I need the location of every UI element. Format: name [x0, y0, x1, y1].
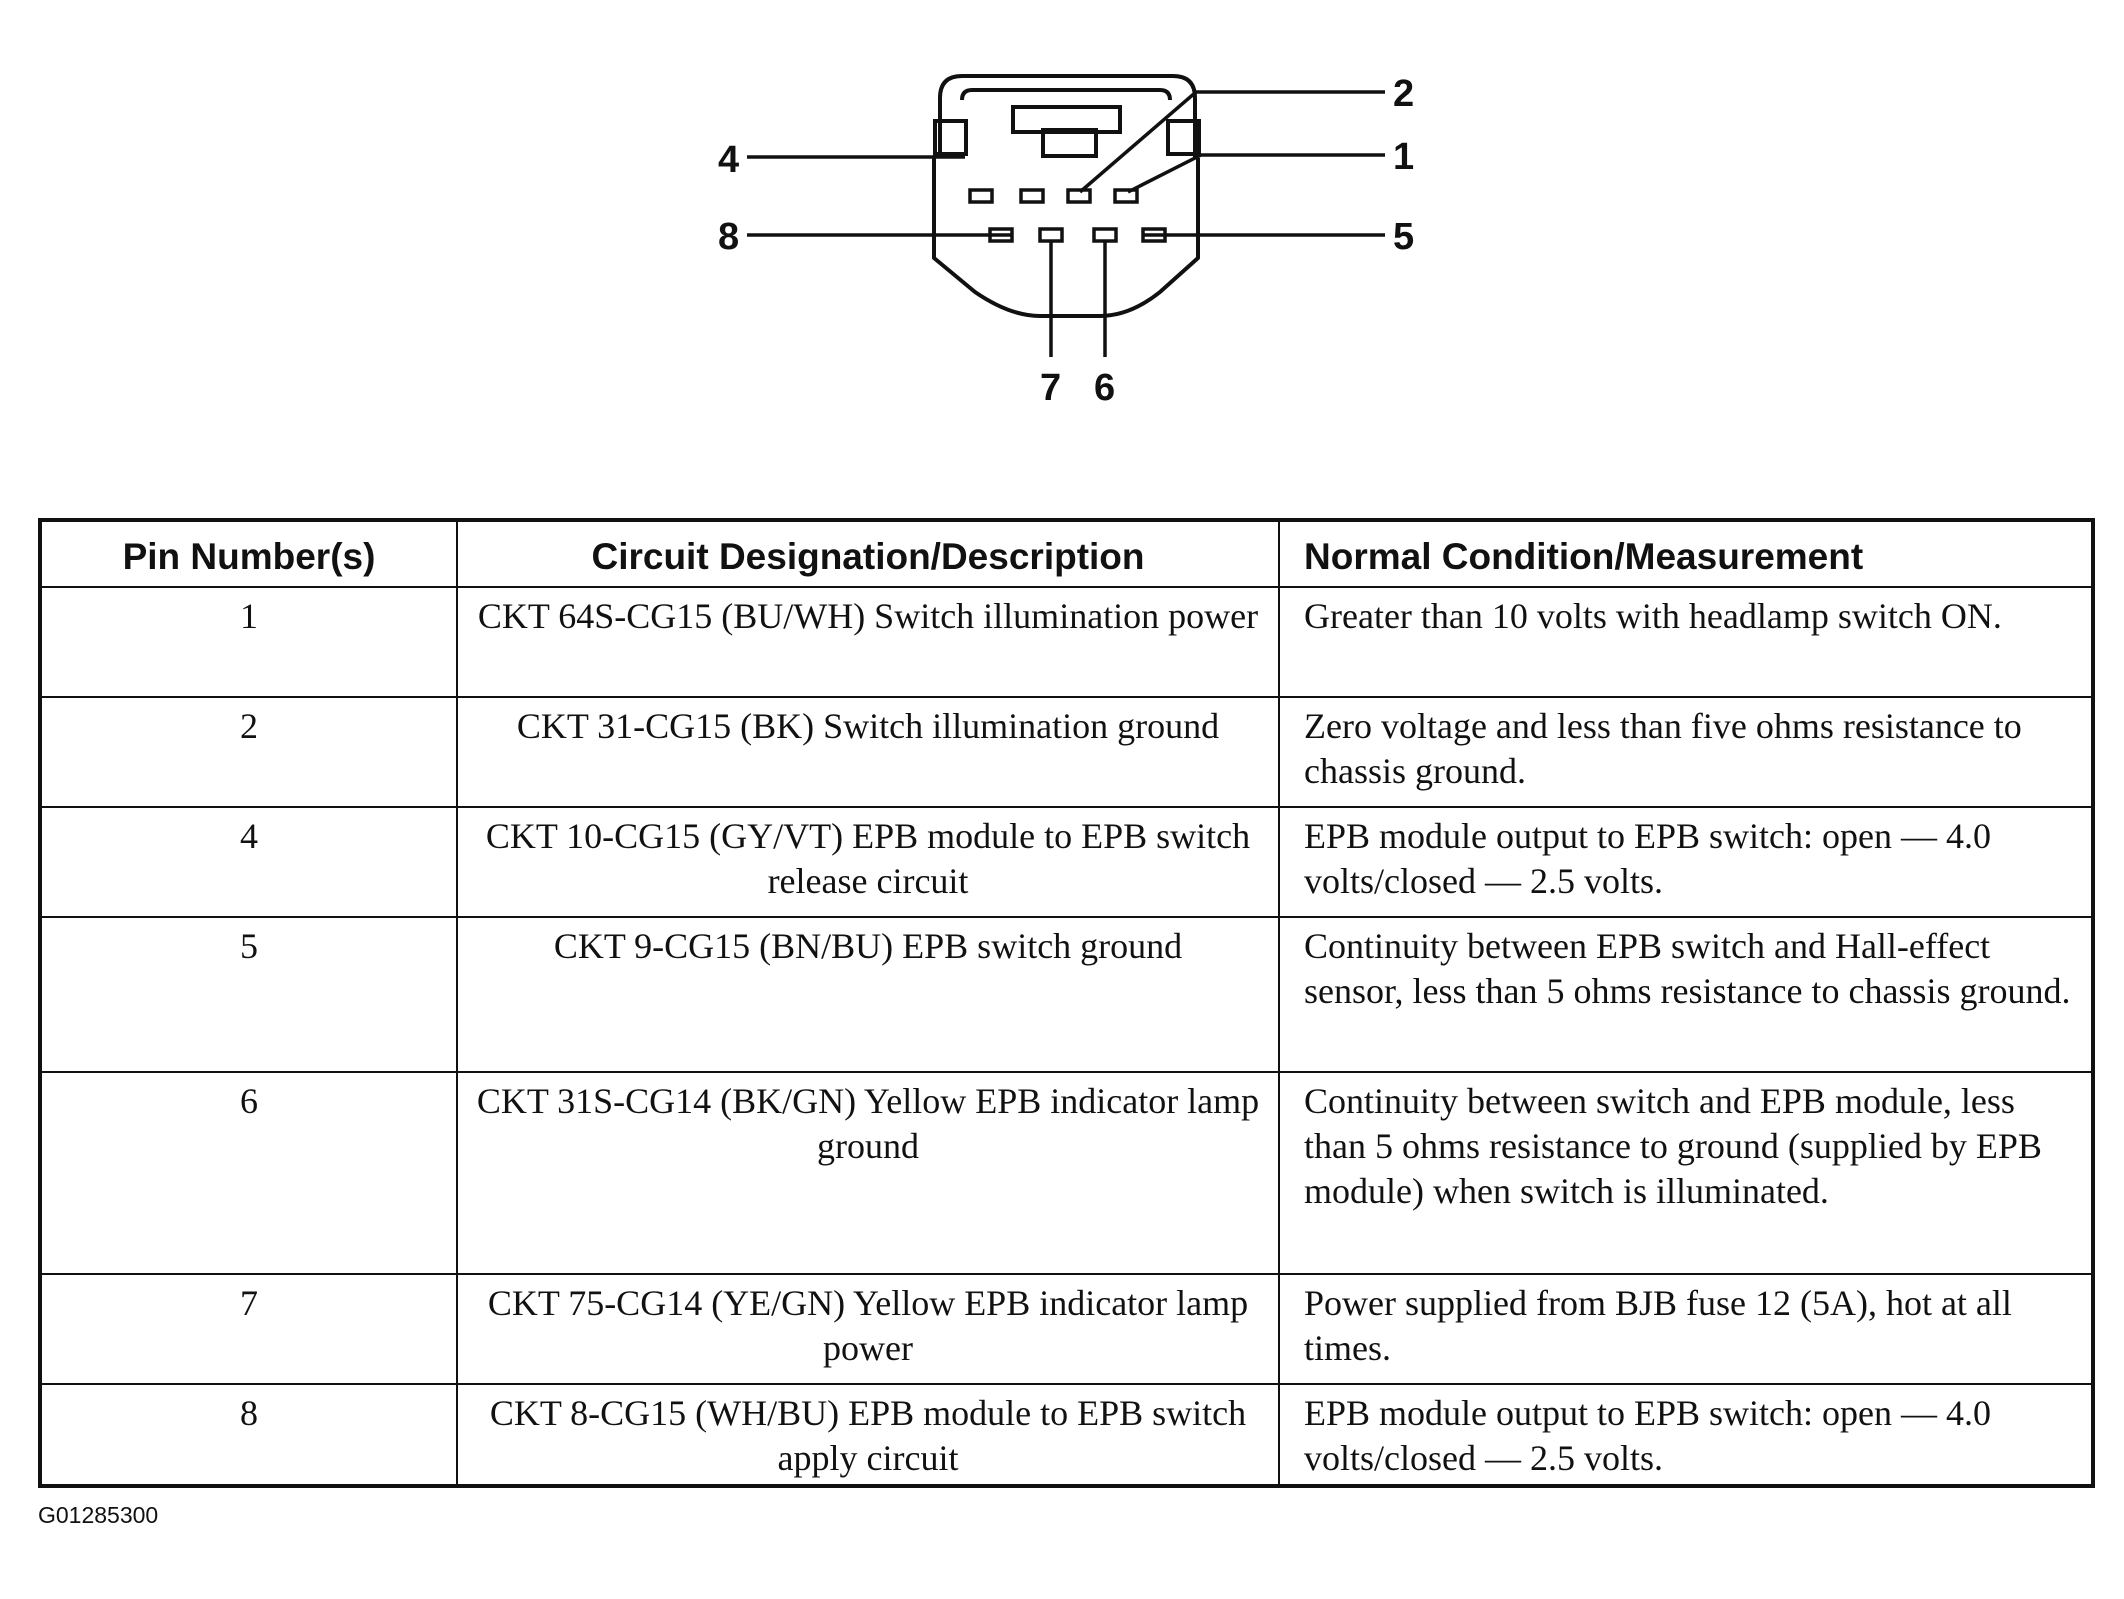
table-row [40, 1072, 2093, 1274]
pin-label-8: 8 [718, 216, 740, 258]
circuit-description-cell: CKT 9-CG15 (BN/BU) EPB switch ground [457, 917, 1279, 1072]
header-pin-numbers: Pin Number(s) [40, 520, 457, 587]
leader-line-1 [1128, 155, 1385, 192]
pin-cavity-4 [970, 190, 992, 202]
pin-cavity-2 [1068, 190, 1090, 202]
pin-number-cell: 7 [40, 1274, 457, 1384]
circuit-description-cell: CKT 64S-CG15 (BU/WH) Switch illumination power [457, 587, 1279, 697]
pin-number-cell: 5 [40, 917, 457, 1072]
table-row [40, 917, 2093, 1072]
normal-condition-cell: Power supplied from BJB fuse 12 (5A), hot at all times. [1279, 1274, 2093, 1384]
pin-cavity-1 [1115, 190, 1137, 202]
pin-number-cell: 1 [40, 587, 457, 697]
pin-label-1: 1 [1393, 136, 1415, 178]
pin-label-2: 2 [1393, 73, 1415, 115]
connector-pinout-diagram [0, 0, 2124, 460]
pin-number-cell: 6 [40, 1072, 457, 1274]
circuit-description-cell: CKT 31-CG15 (BK) Switch illumination ground [457, 697, 1279, 807]
normal-condition-cell: EPB module output to EPB switch: open — 4.0 volts/closed — 2.5 volts. [1279, 807, 2093, 917]
table-header-row [40, 520, 2093, 587]
figure-id: G01285300 [38, 1502, 159, 1528]
circuit-description-cell: CKT 75-CG14 (YE/GN) Yellow EPB indicator lamp power [457, 1274, 1279, 1384]
pin-label-5: 5 [1393, 216, 1415, 258]
header-normal-condition: Normal Condition/Measurement [1279, 520, 2093, 587]
pin-number-cell: 8 [40, 1384, 457, 1486]
pinout-table [38, 518, 2095, 1488]
normal-condition-cell: Greater than 10 volts with headlamp switch ON. [1279, 587, 2093, 697]
normal-condition-cell: Zero voltage and less than five ohms resistance to chassis ground. [1279, 697, 2093, 807]
table-row [40, 587, 2093, 697]
normal-condition-cell: EPB module output to EPB switch: open — 4.0 volts/closed — 2.5 volts. [1279, 1384, 2093, 1486]
leader-line-2 [1080, 92, 1385, 192]
circuit-description-cell: CKT 31S-CG14 (BK/GN) Yellow EPB indicator lamp ground [457, 1072, 1279, 1274]
normal-condition-cell: Continuity between switch and EPB module, less than 5 ohms resistance to ground (supplied by EPB module) when switch is illuminated. [1279, 1072, 2093, 1274]
table-row [40, 1274, 2093, 1384]
circuit-description-cell: CKT 10-CG15 (GY/VT) EPB module to EPB switch release circuit [457, 807, 1279, 917]
pin-number-cell: 4 [40, 807, 457, 917]
pin-label-4: 4 [718, 139, 740, 181]
pin-number-cell: 2 [40, 697, 457, 807]
pin-cavity-6 [1094, 229, 1116, 241]
header-circuit-description: Circuit Designation/Description [457, 520, 1279, 587]
connector-body [934, 76, 1198, 316]
normal-condition-cell: Continuity between EPB switch and Hall-effect sensor, less than 5 ohms resistance to chassis ground. [1279, 917, 2093, 1072]
pin-cavity-7 [1040, 229, 1062, 241]
pin-cavity-3 [1021, 190, 1043, 202]
table-row [40, 1384, 2093, 1486]
connector-latch-tabs [935, 121, 1199, 154]
connector-key [1013, 107, 1120, 156]
pin-label-7: 7 [1040, 367, 1062, 409]
circuit-description-cell: CKT 8-CG15 (WH/BU) EPB module to EPB switch apply circuit [457, 1384, 1279, 1486]
table-row [40, 697, 2093, 807]
pin-label-6: 6 [1094, 367, 1116, 409]
table-row [40, 807, 2093, 917]
